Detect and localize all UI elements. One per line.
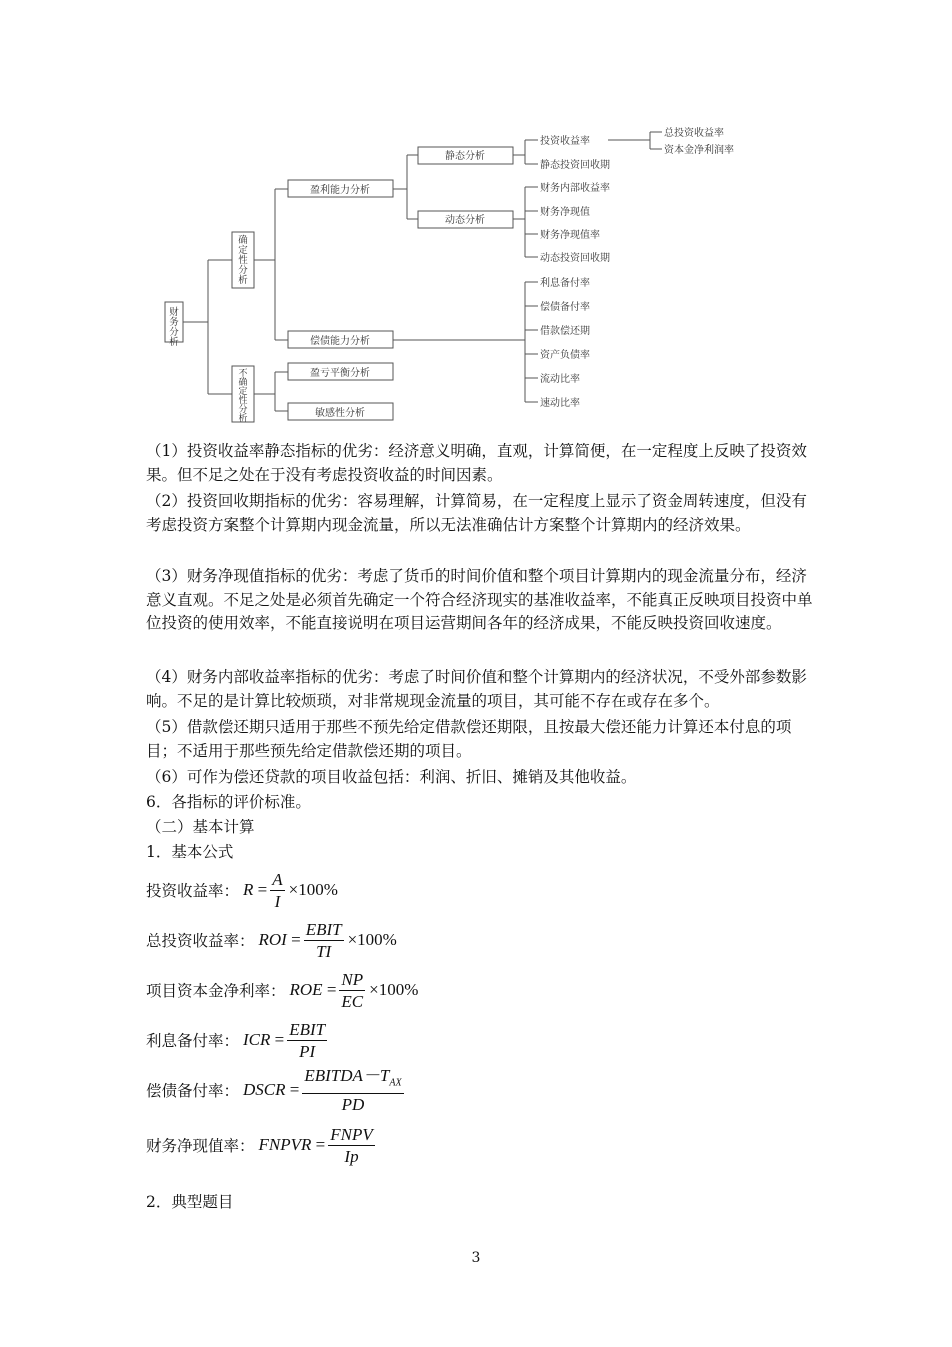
formula-denominator: PD <box>341 1095 365 1115</box>
formula-numerator: EBIT <box>305 919 342 939</box>
formula-multiplier: ×100% <box>288 880 338 899</box>
tree-solvency-item: 借款偿还期 <box>540 326 590 337</box>
tree-roi-item: 总投资收益率 <box>664 128 724 139</box>
formula-lhs: R <box>243 880 254 899</box>
tree-dynamic-label: 动态分析 <box>445 215 485 226</box>
tree-sensitivity-label: 敏感性分析 <box>315 408 365 419</box>
subheading-basic-formulas: 1．基本公式 <box>146 843 234 861</box>
formula-denominator: PI <box>299 1041 316 1061</box>
tree-solvency-item: 流动比率 <box>540 374 580 385</box>
formula-label: 利息备付率： <box>146 1032 240 1050</box>
paragraph-2: （2）投资回收期指标的优劣：容易理解，计算简易，在一定程度上显示了资金周转速度，但没有考虑投资方案整个计算期内现金流量，所以无法准确估计方案整个计算期内的经济效果。 <box>146 492 807 534</box>
formula-fnpvr: 财务净现值率： FNPVR = $\frac{\text{FNPV}}{Ip}$ <box>146 1124 373 1166</box>
formula-lhs: DSCR <box>243 1079 286 1099</box>
section-heading-basic-calc: （二）基本计算 <box>146 818 255 836</box>
formula-dscr: 偿债备付率： DSCR = $\frac{EBITDA-T_{AX}}{PD}$ <box>146 1065 402 1115</box>
formula-label: 偿债备付率： <box>146 1082 240 1100</box>
formula-numerator: NP <box>341 969 364 989</box>
formula-label: 投资收益率： <box>146 882 240 900</box>
tree-dynamic-item: 财务净现值率 <box>540 230 600 241</box>
tree-static-item: 投资收益率 <box>540 136 590 147</box>
formula-roe: 项目资本金净利率： ROE = $\frac{NP}{EC}$ ×100% <box>146 969 419 1011</box>
formula-lhs: FNPVR <box>258 1135 312 1154</box>
tree-solvency-item: 利息备付率 <box>540 278 590 289</box>
formula-multiplier: ×100% <box>369 980 419 999</box>
tree-solvency-item: 速动比率 <box>540 398 580 409</box>
paragraph-4: （4）财务内部收益率指标的优劣：考虑了时间价值和整个计算期内的经济状况，不受外部参数影响。不足的是计算比较烦琐，对非常规现金流量的项目，其可能不存在或存在多个。 <box>146 668 807 710</box>
tree-profitability-label: 盈利能力分析 <box>310 185 370 196</box>
item-6-heading: 6．各指标的评价标准。 <box>146 793 311 811</box>
formula-numerator: A <box>272 869 283 889</box>
formula-label: 总投资收益率： <box>146 932 255 950</box>
formula-numerator: EBITDA－T <box>304 1065 390 1085</box>
tree-solvency-item: 资产负债率 <box>540 350 590 361</box>
tree-solvency-item: 偿债备付率 <box>540 302 590 313</box>
tree-dynamic-item: 动态投资回收期 <box>540 253 610 264</box>
formula-lhs: ROI <box>258 930 287 949</box>
tree-dynamic-item: 财务内部收益率 <box>540 183 610 194</box>
formula-numerator: EBIT <box>289 1019 326 1039</box>
tree-static-item: 静态投资回收期 <box>540 160 610 171</box>
formula-lhs: ROE <box>289 980 323 999</box>
paragraph-1: （1）投资收益率静态指标的优劣：经济意义明确，直观，计算简便，在一定程度上反映了投资效果。但不足之处在于没有考虑投资收益的时间因素。 <box>146 442 807 484</box>
tree-dynamic-item: 财务净现值 <box>540 207 590 218</box>
formula-label: 项目资本金净利率： <box>146 982 286 1000</box>
tree-solvency-label: 偿债能力分析 <box>310 336 370 347</box>
tree-static-label: 静态分析 <box>445 151 485 162</box>
formula-label: 财务净现值率： <box>146 1137 255 1155</box>
formula-lhs: ICR <box>243 1030 271 1049</box>
formula-investment-return-rate: 投资收益率： R = $\frac{A}{I}$ ×100% <box>146 869 338 911</box>
formula-denominator: I <box>274 891 281 911</box>
paragraph-3: （3）财务净现值指标的优劣：考虑了货币的时间价值和整个项目计算期内的现金流量分布，经济意义直观。不足之处是必须首先确定一个符合经济现实的基准收益率，不能真正反映项目投资中单位投资的使用效率，不能直接说明在项目运营期间各年的经济成果，不能反映投资回收速度。 <box>146 567 813 632</box>
page-number: 3 <box>471 1250 481 1266</box>
formula-total-roi: 总投资收益率： ROI = $\frac{\text{EBIT}}{TI}$ ×100% <box>146 919 397 961</box>
formula-icr: 利息备付率： ICR = $\frac{\text{EBIT}}{PI}$ <box>146 1019 326 1061</box>
subheading-typical-problems: 2．典型题目 <box>146 1193 234 1211</box>
formula-denominator: TI <box>316 941 332 961</box>
formula-numerator: FNPV <box>330 1124 373 1144</box>
formula-numerator-subscript: AX <box>389 1077 402 1089</box>
paragraph-5: （5）借款偿还期只适用于那些不预先给定借款偿还期限，且按最大偿还能力计算还本付息的项目；不适用于那些预先给定借款偿还期的项目。 <box>146 718 792 760</box>
tree-root-label: 财务分析 <box>169 307 179 348</box>
formula-multiplier: ×100% <box>347 930 397 949</box>
tree-roi-item: 资本金净利润率 <box>664 145 734 156</box>
tree-certain-label: 确定性分析 <box>238 235 248 286</box>
formula-denominator: EC <box>341 991 364 1011</box>
formula-denominator: Ip <box>344 1146 359 1166</box>
tree-breakeven-label: 盈亏平衡分析 <box>310 368 370 379</box>
tree-uncertain-label: 不确定性分析 <box>238 369 248 424</box>
paragraph-6: （6）可作为偿还贷款的项目收益包括：利润、折旧、摊销及其他收益。 <box>146 768 637 786</box>
financial-analysis-tree-diagram <box>150 112 810 432</box>
